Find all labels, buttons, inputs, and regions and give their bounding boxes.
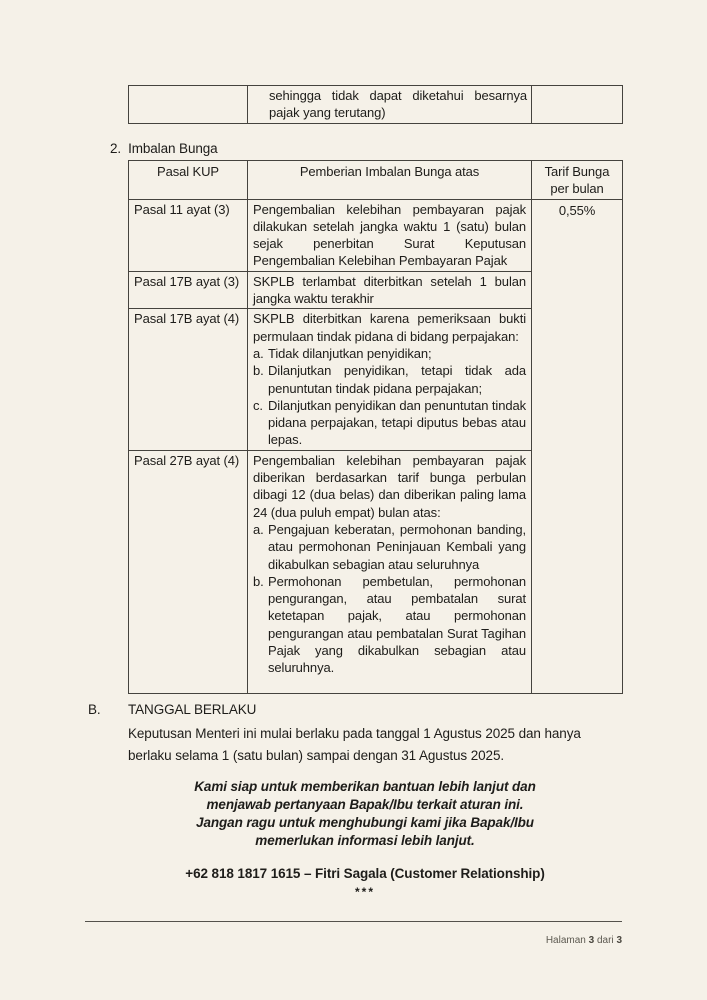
section-b-body: Keputusan Menteri ini mulai berlaku pada tanggal 1 Agustus 2025 dan hanya berlaku selama 1 (satu bulan) sampai dengan 31 Agustus 2025. xyxy=(128,726,581,763)
continuation-row xyxy=(129,86,623,124)
cell-paragraph: SKPLB diterbitkan karena pemeriksaan bukti permulaan tindak pidana di bidang perpajakan: xyxy=(253,311,526,344)
list-marker: a. xyxy=(253,345,264,361)
section-b-heading xyxy=(88,702,256,717)
list-item-text: Tidak dilanjutkan penyidikan; xyxy=(268,345,432,361)
footer-separator: dari xyxy=(594,935,617,946)
list-marker: b. xyxy=(253,573,264,589)
footer-prefix: Halaman xyxy=(545,935,589,946)
closing-line: menjawab pertanyaan Bapak/Ibu terkait aturan ini. xyxy=(206,797,524,812)
end-mark: *** xyxy=(354,885,375,899)
section-b-title: TANGGAL BERLAKU xyxy=(128,702,257,717)
table-row xyxy=(129,199,623,271)
pasal-cell: Pasal 17B ayat (4) xyxy=(129,309,248,450)
section-b-label: B. xyxy=(88,702,101,717)
closing-note xyxy=(85,778,645,850)
tarif-value-cell: 0,55% xyxy=(532,199,623,693)
list-item-text: Pengajuan keberatan, permohonan banding, atau permohonan Peninjauan Kembali yang dikabulkan sebagian atau seluruhnya xyxy=(268,521,526,572)
list-item-text: Permohonan pembetulan, permohonan pengurangan, atau pembatalan surat ketetapan pajak, atau permohonan pengurangan atau pembatalan Surat Tagihan Pajak yang dikabulkan sebagian atau seluruhnya. xyxy=(268,573,526,676)
closing-line: Kami siap untuk memberikan bantuan lebih lanjut dan xyxy=(194,779,536,794)
section-2-title: Imbalan Bunga xyxy=(128,141,218,156)
cell-paragraph: SKPLB terlambat diterbitkan setelah 1 bulan jangka waktu terakhir xyxy=(253,273,526,307)
table-header-row xyxy=(129,161,623,200)
footer-total-pages: 3 xyxy=(616,935,622,946)
header-pemberian-imbalan: Pemberian Imbalan Bunga atas xyxy=(248,161,532,200)
description-cell xyxy=(248,309,532,450)
footer-page-label xyxy=(85,935,622,946)
cell-paragraph: Pengembalian kelebihan pembayaran pajak diberikan berdasarkan tarif bunga perbulan dibagi 12 (dua belas) dan diberikan paling lama 24 (dua puluh empat) bulan atas: xyxy=(253,452,526,520)
header-tarif-bunga: Tarif Bunga per bulan xyxy=(532,161,623,200)
description-cell xyxy=(248,271,532,309)
continuation-cell-tarif xyxy=(532,86,623,124)
continuation-cell-pasal xyxy=(129,86,248,124)
footer-page-number: 3 xyxy=(588,935,595,946)
imbalan-bunga-table xyxy=(128,160,623,694)
description-cell xyxy=(248,199,532,271)
list-marker: a. xyxy=(253,521,264,537)
list-item xyxy=(253,397,526,449)
list-item-text: Dilanjutkan penyidikan dan penuntutan tindak pidana perpajakan, tetapi diputus bebas atau lepas. xyxy=(268,397,526,448)
cell-paragraph: Pengembalian kelebihan pembayaran pajak dilakukan setelah jangka waktu 1 (satu) bulan sejak penerbitan Surat Keputusan Pengembalian Kelebihan Pembayaran Pajak xyxy=(253,201,526,269)
list-item xyxy=(253,573,526,677)
pasal-cell: Pasal 11 ayat (3) xyxy=(129,199,248,271)
section-2-number: 2. xyxy=(110,141,122,156)
header-pasal-kup: Pasal KUP xyxy=(129,161,248,200)
contact-line: +62 818 1817 1615 – Fitri Sagala (Customer Relationship) xyxy=(185,866,545,881)
list-item xyxy=(253,362,526,397)
closing-line: Jangan ragu untuk menghubungi kami jika Bapak/Ibu xyxy=(196,815,534,830)
continuation-table xyxy=(128,85,623,124)
pasal-cell: Pasal 27B ayat (4) xyxy=(129,450,248,693)
continuation-cell-description: sehingga tidak dapat diketahui besarnya pajak yang terutang) xyxy=(248,86,532,124)
list-item-text: Dilanjutkan penyidikan, tetapi tidak ada penuntutan tindak pidana perpajakan; xyxy=(268,363,526,396)
list-item xyxy=(253,345,526,362)
section-2-heading xyxy=(110,141,218,156)
footer-divider xyxy=(85,921,622,922)
closing-line: memerlukan informasi lebih lanjut. xyxy=(255,833,475,848)
list-item xyxy=(253,521,526,573)
pasal-cell: Pasal 17B ayat (3) xyxy=(129,271,248,309)
list-marker: c. xyxy=(253,397,263,413)
list-marker: b. xyxy=(253,363,264,379)
description-cell xyxy=(248,450,532,693)
